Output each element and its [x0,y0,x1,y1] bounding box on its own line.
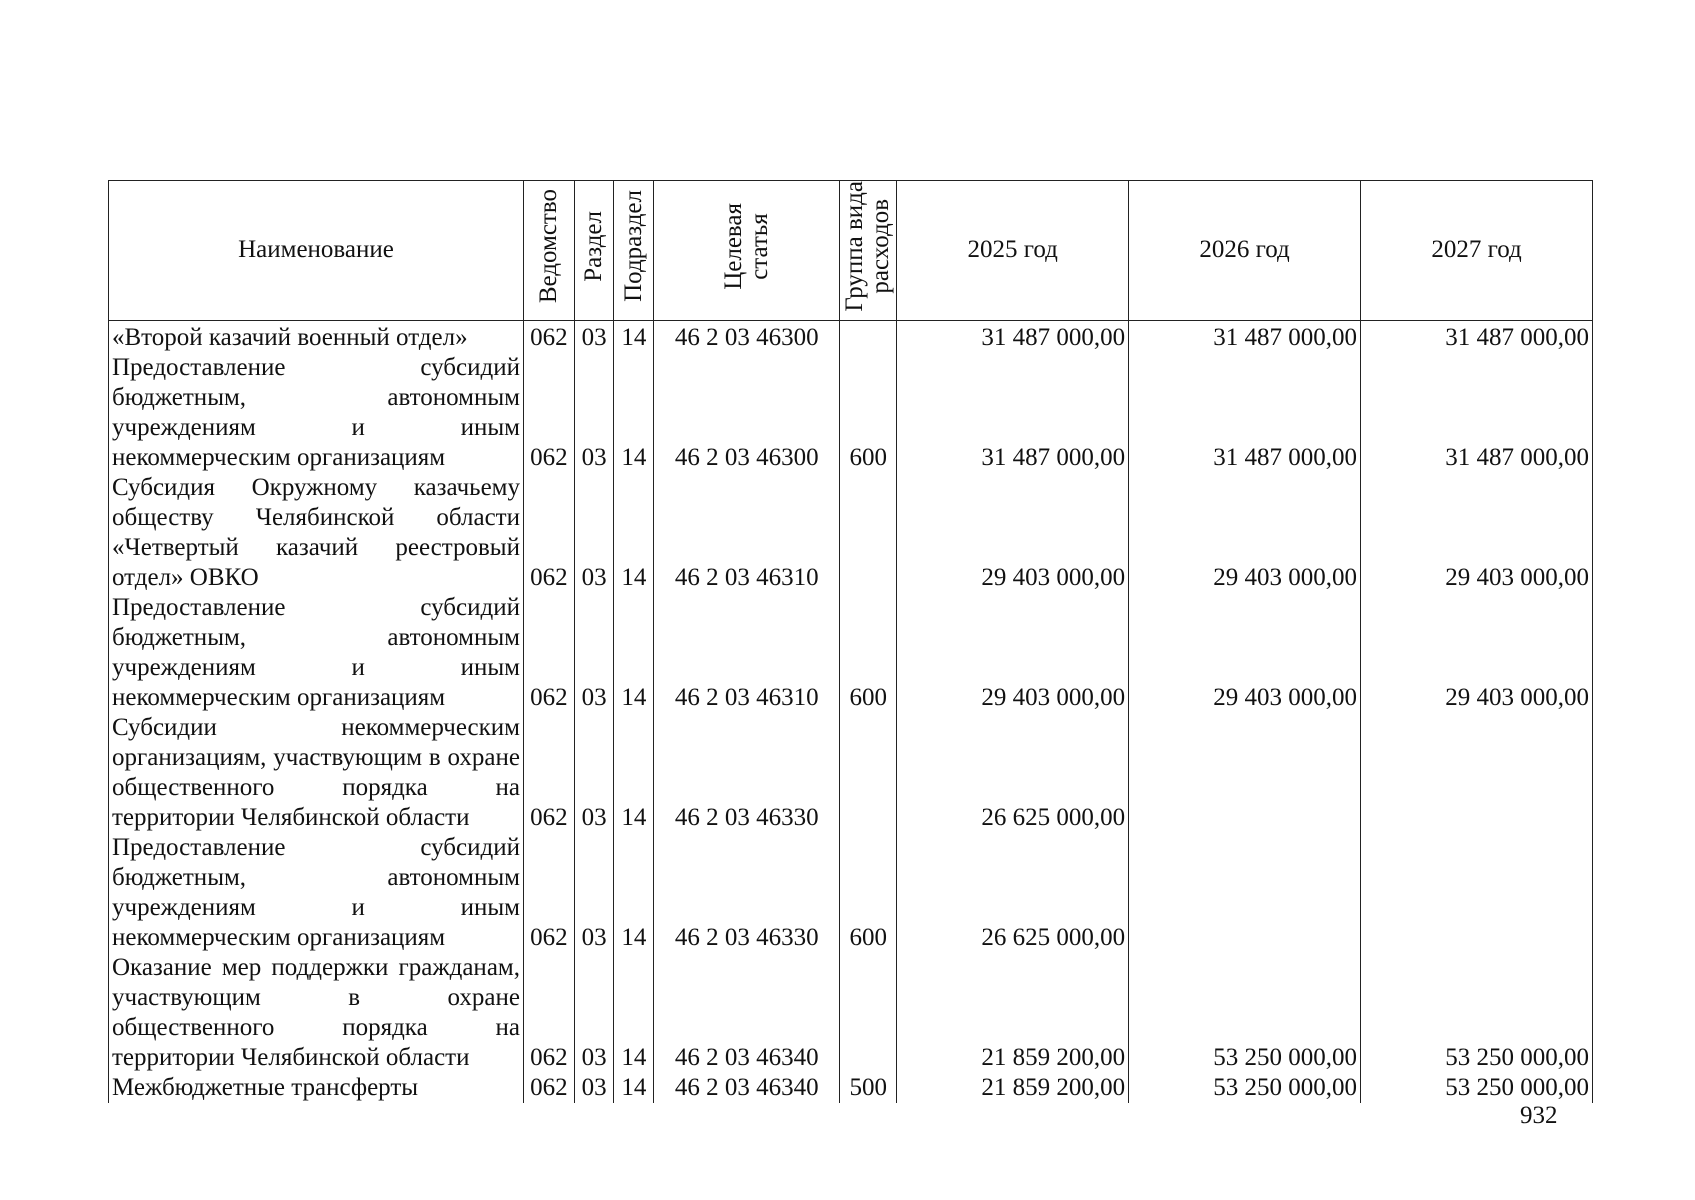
table-row [109,320,1593,353]
cell-year-2026: 53 250 000,00 [1129,953,1361,1073]
cell-year-2026: 31 487 000,00 [1129,320,1361,353]
cell-year-2027 [1361,713,1593,833]
table-row [109,353,1593,473]
cell-department: 062 [523,953,574,1073]
cell-group [840,473,897,593]
cell-name: Межбюджетные трансферты [109,1073,524,1103]
cell-year-2027: 53 250 000,00 [1361,1073,1593,1103]
cell-department: 062 [523,353,574,473]
header-target: Целевая статья [654,181,840,321]
cell-group [840,713,897,833]
cell-department: 062 [523,833,574,953]
table-row [109,1073,1593,1103]
cell-section: 03 [574,713,614,833]
table-header-row [109,181,1593,321]
cell-section: 03 [574,353,614,473]
table-row [109,593,1593,713]
cell-year-2026: 53 250 000,00 [1129,1073,1361,1103]
table-body [109,320,1593,1103]
cell-subsection: 14 [614,593,654,713]
cell-subsection: 14 [614,473,654,593]
cell-year-2025: 26 625 000,00 [897,833,1129,953]
cell-section: 03 [574,320,614,353]
cell-name: Предоставление субсидий бюджетным, автономным учреждениям и иным некоммерческим организациям [109,833,524,953]
cell-group [840,320,897,353]
cell-year-2026 [1129,833,1361,953]
cell-year-2027: 29 403 000,00 [1361,473,1593,593]
table-row [109,833,1593,953]
cell-section: 03 [574,593,614,713]
cell-department: 062 [523,713,574,833]
cell-year-2026 [1129,713,1361,833]
cell-target: 46 2 03 46310 [654,473,840,593]
header-year-2027: 2027 год [1361,181,1593,321]
cell-name: Субсидия Окружному казачьему обществу Челябинской области «Четвертый казачий реестровый отдел» ОВКО [109,473,524,593]
table-row [109,713,1593,833]
table-row [109,473,1593,593]
budget-table [108,180,1593,1103]
cell-year-2025: 21 859 200,00 [897,953,1129,1073]
page-number: 932 [1520,1102,1558,1129]
cell-department: 062 [523,1073,574,1103]
cell-target: 46 2 03 46330 [654,713,840,833]
cell-subsection: 14 [614,953,654,1073]
cell-year-2027: 29 403 000,00 [1361,593,1593,713]
cell-year-2025: 31 487 000,00 [897,320,1129,353]
cell-target: 46 2 03 46300 [654,353,840,473]
cell-target: 46 2 03 46300 [654,320,840,353]
cell-year-2027: 31 487 000,00 [1361,353,1593,473]
cell-target: 46 2 03 46340 [654,953,840,1073]
cell-subsection: 14 [614,833,654,953]
cell-year-2027: 53 250 000,00 [1361,953,1593,1073]
cell-department: 062 [523,320,574,353]
cell-subsection: 14 [614,353,654,473]
header-year-2026: 2026 год [1129,181,1361,321]
cell-group: 600 [840,353,897,473]
cell-year-2026: 29 403 000,00 [1129,473,1361,593]
header-year-2025: 2025 год [897,181,1129,321]
cell-group [840,953,897,1073]
cell-name: «Второй казачий военный отдел» [109,320,524,353]
cell-name: Субсидии некоммерческим организациям, участвующим в охране общественного порядка на территории Челябинской области [109,713,524,833]
cell-target: 46 2 03 46310 [654,593,840,713]
cell-subsection: 14 [614,320,654,353]
cell-year-2025: 29 403 000,00 [897,473,1129,593]
cell-subsection: 14 [614,1073,654,1103]
cell-name: Предоставление субсидий бюджетным, автономным учреждениям и иным некоммерческим организациям [109,353,524,473]
cell-year-2025: 21 859 200,00 [897,1073,1129,1103]
cell-year-2025: 29 403 000,00 [897,593,1129,713]
cell-target: 46 2 03 46340 [654,1073,840,1103]
cell-department: 062 [523,473,574,593]
cell-year-2027: 31 487 000,00 [1361,320,1593,353]
cell-year-2026: 29 403 000,00 [1129,593,1361,713]
cell-group: 600 [840,593,897,713]
header-group: Группа вида расходов [840,181,897,321]
cell-section: 03 [574,473,614,593]
cell-department: 062 [523,593,574,713]
cell-group: 500 [840,1073,897,1103]
header-name: Наименование [109,181,524,321]
table-row [109,953,1593,1073]
cell-target: 46 2 03 46330 [654,833,840,953]
header-section: Раздел [574,181,614,321]
cell-section: 03 [574,953,614,1073]
cell-section: 03 [574,833,614,953]
cell-year-2025: 26 625 000,00 [897,713,1129,833]
cell-year-2026: 31 487 000,00 [1129,353,1361,473]
cell-group: 600 [840,833,897,953]
cell-subsection: 14 [614,713,654,833]
cell-name: Предоставление субсидий бюджетным, автономным учреждениям и иным некоммерческим организациям [109,593,524,713]
cell-section: 03 [574,1073,614,1103]
cell-name: Оказание мер поддержки гражданам, участвующим в охране общественного порядка на территории Челябинской области [109,953,524,1073]
cell-year-2025: 31 487 000,00 [897,353,1129,473]
header-department: Ведомство [523,181,574,321]
cell-year-2027 [1361,833,1593,953]
header-subsection: Подраздел [614,181,654,321]
